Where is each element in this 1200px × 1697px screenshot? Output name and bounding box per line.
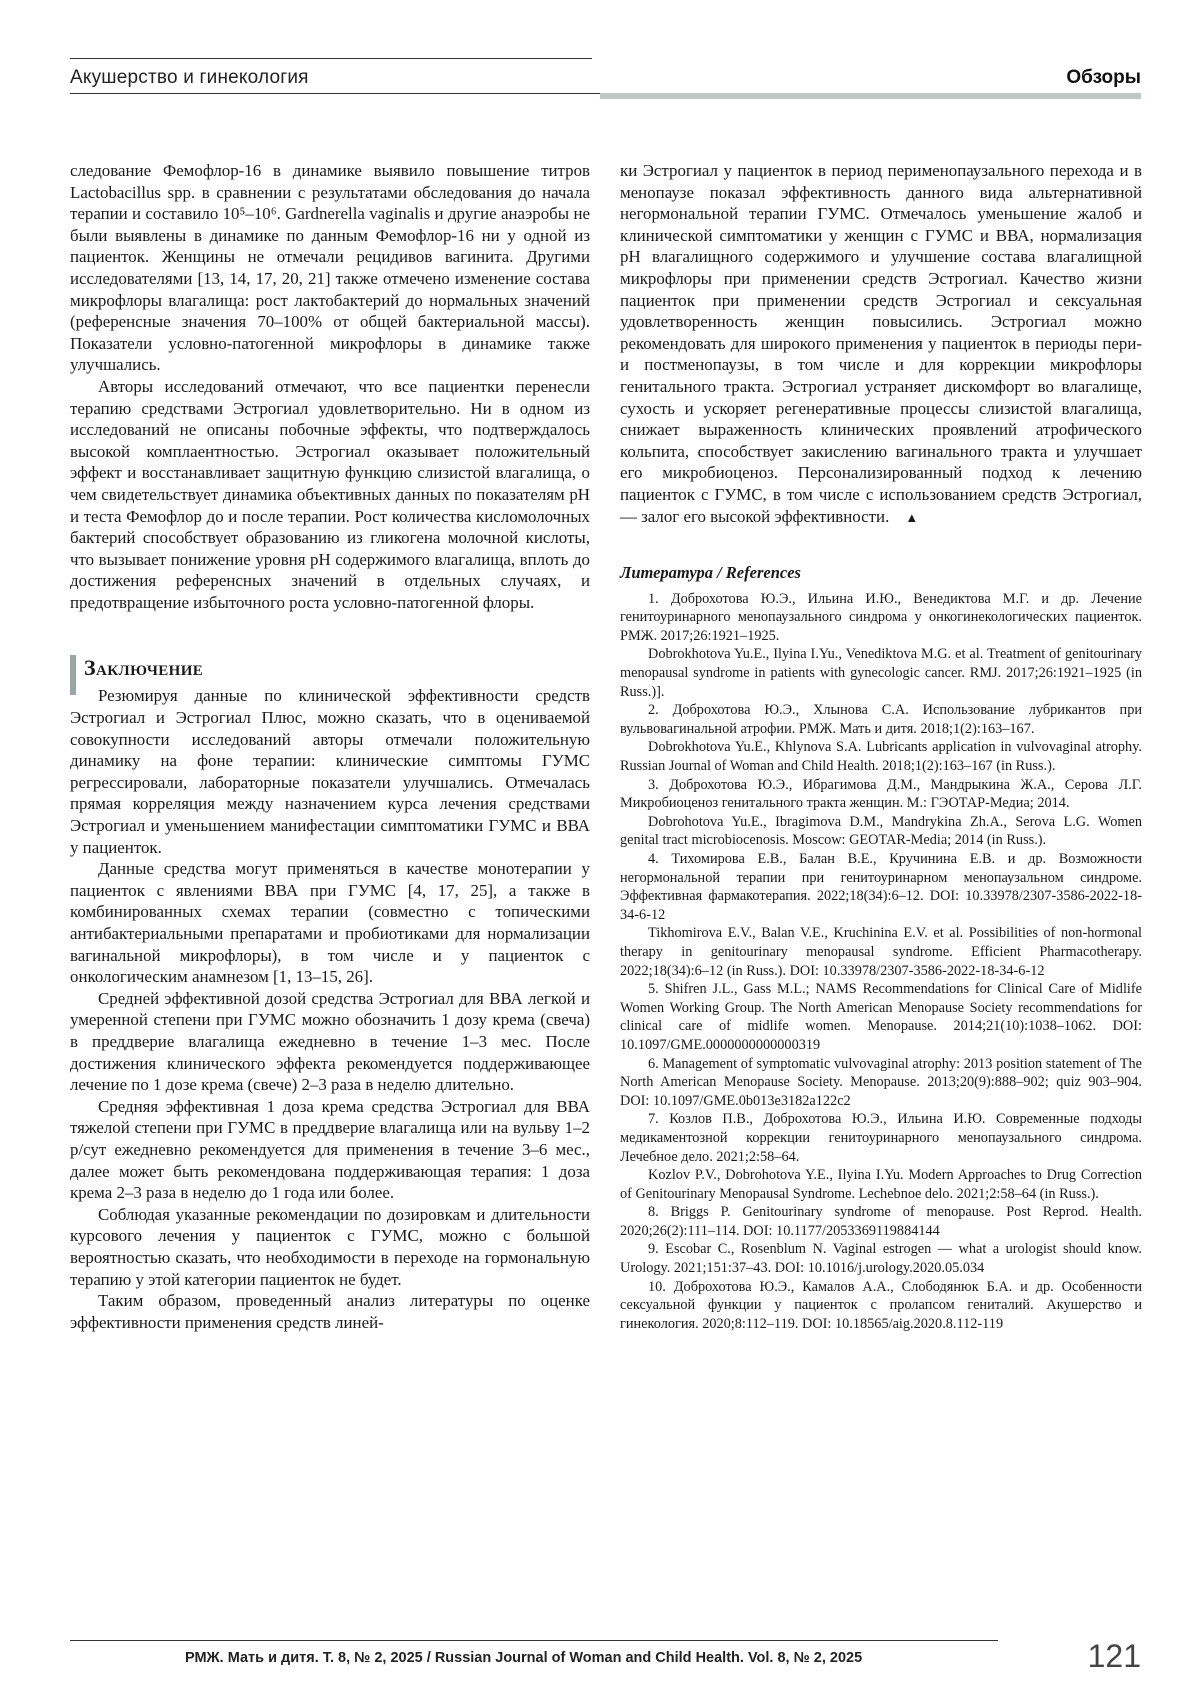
article-type-label: Обзоры	[1066, 67, 1141, 88]
reference-item: 8. Briggs P. Genitourinary syndrome of menopause. Post Reprod. Health. 2020;26(2):111–114. DOI: 10.1177/2053369119884144	[620, 1204, 1142, 1239]
reference-item: 9. Escobar C., Rosenblum N. Vaginal estrogen — what a urologist should know. Urology. 2021;151:37–43. DOI: 10.1016/j.urology.2020.05.034	[620, 1241, 1142, 1277]
conclusion-heading: Заключение	[70, 653, 590, 683]
body-paragraph: следование Фемофлор-16 в динамике выявило повышение титров Lactobacillus spp. в сравнении с результатами обследования до начала терапии и составило 10⁵–10⁶. Gardnerella vaginalis и другие анаэробы не были выявлены в динамике по данным Фемофлор-16 ни у одной из пациенток. Женщины не отмечали рецидивов вагинита. Другими исследователями [13, 14, 17, 20, 21] также отмечено изменение состава микрофлоры влагалища: рост лактобактерий до нормальных значений (референсные значения 70–100% от общей бактериальной массы). Показатели условно-патогенной микрофлоры в динамике также улучшались.	[70, 161, 590, 375]
conclusion-paragraph: Таким образом, проведенный анализ литературы по оценке эффективности применения средств линей-	[70, 1291, 590, 1332]
reference-item: Tikhomirova E.V., Balan V.E., Kruchinina E.V. et al. Possibilities of non-hormonal therapy in genitourinary menopausal syndrome. Efficient Pharmacotherapy. 2022;18(34):6–12 (in Russ.). DOI: 10.33978/2307-3586-2022-18-34-6-12	[620, 925, 1142, 979]
reference-item: 4. Тихомирова Е.В., Балан В.Е., Кручинина Е.В. и др. Возможности негормональной терапии при генитоуринарном менопаузальном синдроме. Эффективная фармакотерапия. 2022;18(34):6–12. DOI: 10.33978/2307-3586-2022-18-34-6-12	[620, 851, 1142, 923]
reference-item: 5. Shifren J.L., Gass M.L.; NAMS Recommendations for Clinical Care of Midlife Women Working Group. The North American Menopause Society recommendations for clinical care of midlife women. Menopause. 2014;21(10):1038–1062. DOI: 10.1097/GME.0000000000000319	[620, 981, 1142, 1053]
conclusion-paragraph: Соблюдая указанные рекомендации по дозировкам и длительности курсового лечения у пациенток с ГУМС, можно с большой вероятностью сказать, что необходимости в переходе на гормональную терапию у этой категории пациенток не будет.	[70, 1204, 590, 1289]
reference-item: Kozlov P.V., Dobrohotova Y.E., Ilyina I.Yu. Modern Approaches to Drug Correction of Genitourinary Menopausal Syndrome. Lechebnoe delo. 2021;2:58–64 (in Russ.).	[620, 1167, 1142, 1202]
right-column	[620, 160, 1142, 1333]
reference-item: 6. Management of symptomatic vulvovaginal atrophy: 2013 position statement of The North American Menopause Society. Menopause. 2013;20(9):888–902; quiz 903–904. DOI: 10.1097/GME.0b013e3182a122c2	[620, 1055, 1142, 1109]
reference-item: 1. Доброхотова Ю.Э., Ильина И.Ю., Венедиктова М.Г. и др. Лечение генитоуринарного менопаузального синдрома у онкогинекологических пациенток. РМЖ. 2017;26:1921–1925.	[620, 590, 1142, 644]
reference-item: Dobrokhotova Yu.E., Khlynova S.A. Lubricants application in vulvovaginal atrophy. Russian Journal of Woman and Child Health. 2018;1(2):163–167 (in Russ.).	[620, 739, 1142, 775]
running-header	[70, 58, 1141, 102]
conclusion-paragraph: Средней эффективной дозой средства Эстрогиал для ВВА легкой и умеренной степени при ГУМС можно обозначить 1 дозу крема (свеча) в преддверие влагалища ежедневно в течение 1–3 мес. После достижения клинического эффекта рекомендуется поддерживающее лечение по 1 дозе крема (свече) 2–3 раза в неделю длительно.	[70, 988, 590, 1095]
footer-rule	[70, 1640, 998, 1641]
reference-item: 10. Доброхотова Ю.Э., Камалов А.А., Слободянюк Б.А. и др. Особенности сексуальной функции у пациенток с пролапсом гениталий. Акушерство и гинекология. 2020;8:112–119. DOI: 10.18565/aig.2020.8.112-119	[620, 1278, 1142, 1332]
journal-section-title: Акушерство и гинекология	[70, 67, 309, 88]
conclusion-paragraph: Резюмируя данные по клинической эффективности средств Эстрогиал и Эстрогиал Плюс, можно сказать, что в оцениваемой совокупности исследований авторы отмечали положительную динамику на фоне терапии: клинические симптомы ГУМС регрессировали, лабораторные показатели улучшались. Отмечалась прямая корреляция между назначением курса лечения средствами Эстрогиал и уменьшением манифестации симптоматики ГУМС и ВВА у пациенток.	[70, 686, 590, 857]
left-column	[70, 160, 590, 1333]
body-paragraph: Авторы исследований отмечают, что все пациентки перенесли терапию средствами Эстрогиал удовлетворительно. Ни в одном из исследований не описаны побочные эффекты, что подтверждалось высокой комплаентностью. Эстрогиал оказывает положительный эффект и восстанавливает защитную функцию слизистой влагалища, о чем свидетельствует динамика объективных данных по показателям pH и теста Фемофлор до и после терапии. Рост количества кисломолочных бактерий способствует образованию из гликогена молочной кислоты, что вызывает понижение уровня pH содержимого влагалища, вплоть до достижения референсных значений в отдельных случаях, и предотвращение избыточного роста условно-патогенной флоры.	[70, 376, 590, 612]
page-footer	[70, 1640, 1141, 1680]
page-number: 121	[1087, 1638, 1141, 1674]
conclusion-paragraph: Данные средства могут применяться в качестве монотерапии у пациенток с явлениями ВВА при ГУМС [4, 17, 25], а также в комбинированных схемах терапии (совместно с топическими антибактериальными препаратами и пробиотиками для нормализации вагинальной микрофлоры), в том числе и у пациенток с онкологическим анамнезом [1, 13–15, 26].	[70, 859, 590, 987]
references-heading: Литература / References	[620, 563, 801, 583]
reference-item: 2. Доброхотова Ю.Э., Хлынова С.А. Использование лубрикантов при вульвовагинальной атрофии. РМЖ. Мать и дитя. 2018;1(2):163–167.	[620, 702, 1142, 737]
reference-item: 3. Доброхотова Ю.Э., Ибрагимова Д.М., Мандрыкина Ж.А., Серова Л.Г. Микробиоценоз генитального тракта женщин. М.: ГЭОТАР-Медиа; 2014.	[620, 776, 1142, 812]
conclusion-paragraph: Средняя эффективная 1 доза крема средства Эстрогиал для ВВА тяжелой степени при ГУМС в преддверие влагалища или на вульву 1–2 р/сут ежедневно рекомендуется для применения в течение 3–6 мес., далее может быть рекомендована поддерживающая терапия: 1 доза крема 2–3 раза в неделю до 1 года или более.	[70, 1096, 590, 1203]
header-accent-bar	[600, 93, 1141, 99]
body-paragraph	[620, 160, 1142, 528]
footer-journal-citation: РМЖ. Мать и дитя. Т. 8, № 2, 2025 / Russian Journal of Woman and Child Health. Vol. 8, № 2, 2025	[185, 1650, 863, 1666]
reference-list	[620, 590, 1142, 1334]
body-paragraph-text: ки Эстрогиал у пациенток в период перименопаузального перехода и в менопаузе показал эффективность данного вида альтернативной негормональной терапии ГУМС. Отмечалось уменьшение жалоб и клинической симптоматики у женщин с ГУМС и ВВА, нормализация pH влагалищного содержимого и улучшение состава влагалищной микрофлоры при применении средств Эстрогиал. Качество жизни пациенток при применении средств Эстрогиал и сексуальная удовлетворенность женщин повысились. Эстрогиал можно рекомендовать для широкого применения у пациенток в периоды пери- и постменопаузы, в том числе и для коррекции микрофлоры генитального тракта. Эстрогиал устраняет дискомфорт во влагалище, сухость и ускоряет регенеративные процессы слизистой влагалища, снижает выраженность клинических проявлений атрофического кольпита, способствует закислению вагинального тракта и улучшает его микробиоценоз. Персонализированный подход к лечению пациенток с ГУМС, в том числе с использованием средств Эстрогиал, — залог его высокой эффективности.	[620, 161, 1142, 526]
end-of-article-mark: ▲	[905, 509, 919, 525]
header-top-rule	[70, 58, 592, 59]
reference-item: Dobrohotova Yu.E., Ibragimova D.M., Mandrykina Zh.A., Serova L.G. Women genital tract microbiocenosis. Moscow: GEOTAR-Media; 2014 (in Russ.).	[620, 813, 1142, 849]
reference-item: 7. Козлов П.В., Доброхотова Ю.Э., Ильина И.Ю. Современные подходы медикаментозной коррекции генитоуринарного менопаузального синдрома. Лечебное дело. 2021;2:58–64.	[620, 1111, 1142, 1165]
reference-item: Dobrokhotova Yu.E., Ilyina I.Yu., Venediktova M.G. et al. Treatment of genitourinary menopausal syndrome in patients with gynecologic cancer. RMJ. 2017;26:1921–1925 (in Russ.)].	[620, 646, 1142, 700]
